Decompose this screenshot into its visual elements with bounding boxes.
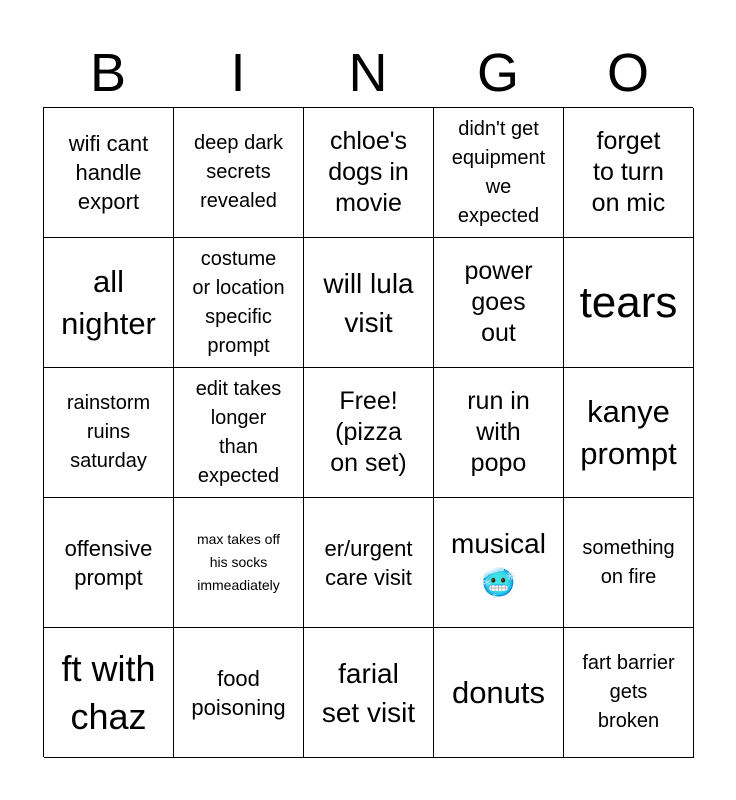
bingo-cell-r5c5[interactable] (564, 628, 694, 758)
cell-text: tears (579, 277, 678, 327)
bingo-cell-r2c5[interactable] (564, 238, 694, 368)
bingo-cell-r5c4[interactable] (434, 628, 564, 758)
bingo-cell-r2c2[interactable] (174, 238, 304, 368)
bingo-cell-r3c1[interactable] (44, 368, 174, 498)
bingo-cell-r5c1[interactable] (44, 628, 174, 758)
bingo-cell-r2c3[interactable] (304, 238, 434, 368)
cell-text: Free! (pizza on set) (330, 387, 407, 477)
bingo-cell-r4c4[interactable] (434, 498, 564, 628)
cell-text: didn't get equipment we expected (451, 117, 546, 227)
cell-text: musical 🥶 (451, 527, 546, 598)
cell-text: forget to turn on mic (591, 127, 666, 217)
cell-text: chloe's dogs in movie (328, 127, 409, 217)
cell-text: costume or location specific prompt (192, 247, 285, 357)
cell-text: something on fire (582, 536, 675, 588)
cell-text: rainstorm ruins saturday (66, 392, 151, 472)
cell-text: run in with popo (467, 387, 530, 477)
bingo-cell-r3c5[interactable] (564, 368, 694, 498)
cell-text: edit takes longer than expected (195, 377, 282, 487)
header-letter-b: B (89, 43, 127, 103)
bingo-cell-r3c3[interactable] (304, 368, 434, 498)
header-letter-n: N (348, 43, 388, 103)
bingo-cell-r1c4[interactable] (434, 108, 564, 238)
cell-text: kanye prompt (580, 393, 677, 471)
bingo-cell-r1c1[interactable] (44, 108, 174, 238)
bingo-cell-r5c3[interactable] (304, 628, 434, 758)
header-letter-o: O (606, 43, 649, 103)
cell-text: farial set visit (321, 657, 416, 728)
bingo-cell-r2c4[interactable] (434, 238, 564, 368)
cell-text: er/urgent care visit (324, 535, 413, 590)
bingo-header (43, 40, 693, 106)
bingo-cell-r1c5[interactable] (564, 108, 694, 238)
bingo-cell-r3c4[interactable] (434, 368, 564, 498)
bingo-cell-r4c3[interactable] (304, 498, 434, 628)
cell-text: wifi cant handle export (68, 131, 149, 214)
cell-text: will lula visit (323, 267, 414, 338)
bingo-cell-r5c2[interactable] (174, 628, 304, 758)
bingo-cell-r4c5[interactable] (564, 498, 694, 628)
cell-text: food poisoning (191, 665, 286, 720)
cell-text: all nighter (61, 263, 156, 341)
bingo-grid (43, 107, 693, 757)
cell-text: power goes out (464, 257, 533, 347)
bingo-cell-r4c2[interactable] (174, 498, 304, 628)
bingo-cell-r4c1[interactable] (44, 498, 174, 628)
cell-text: max takes off his socks immeadiately (196, 531, 280, 593)
cell-text: fart barrier gets broken (582, 652, 675, 732)
cell-text: deep dark secrets revealed (194, 132, 283, 212)
header-letter-g: G (476, 43, 519, 103)
bingo-cell-r1c3[interactable] (304, 108, 434, 238)
cell-text: ft with chaz (61, 647, 156, 737)
bingo-cell-r3c2[interactable] (174, 368, 304, 498)
cell-text: offensive prompt (64, 535, 153, 590)
bingo-cell-r1c2[interactable] (174, 108, 304, 238)
bingo-cell-r2c1[interactable] (44, 238, 174, 368)
cell-text: donuts (451, 674, 546, 710)
header-letter-i: I (230, 43, 246, 103)
